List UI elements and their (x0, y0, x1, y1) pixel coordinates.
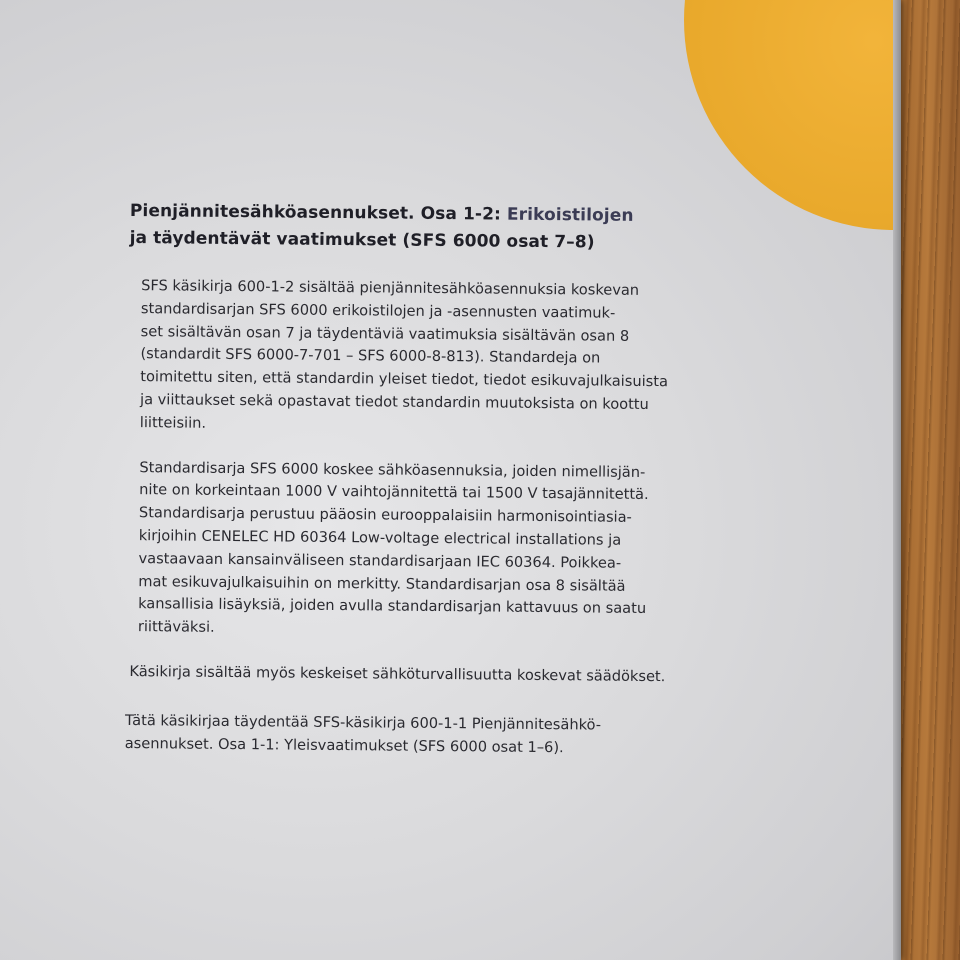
page-edge (893, 0, 901, 960)
text-line: liitteisiin. (139, 413, 207, 432)
text-line: vastaavaan kansainväliseen standardisarjaan IEC 60364. Poikkea- (138, 549, 622, 572)
description-paragraph-2 (138, 457, 708, 645)
text-line: Käsikirja sisältää myös keskeiset sähköturvallisuutta koskevat säädökset. (129, 662, 666, 686)
cover-text-block (124, 198, 710, 783)
text-line: mat esikuvajulkaisuihin on merkitty. Standardisarjan osa 8 sisältää (138, 572, 626, 595)
text-line: kirjoihin CENELEC HD 60364 Low-voltage electrical installations ja (138, 527, 622, 549)
text-line: ja viittaukset sekä opastavat tiedot standardin muutoksista on koottu (139, 391, 649, 413)
orange-circle-graphic (684, 0, 900, 230)
title-part-1: Pienjännitesähköasennukset. Osa 1-2: (129, 200, 508, 225)
text-line: (standardit SFS 6000-7-701 – SFS 6000-8-813). Standardeja on (140, 345, 601, 367)
text-line: riittäväksi. (137, 618, 215, 636)
description-paragraph-3 (129, 661, 705, 689)
description-paragraph-4 (125, 710, 705, 761)
text-line: nite on korkeintaan 1000 V vaihtojännitettä tai 1500 V tasajännitettä. (139, 481, 649, 504)
text-line: SFS käsikirja 600-1-2 sisältää pienjännitesähköasennuksia koskevan (141, 277, 640, 299)
book-title (129, 198, 709, 258)
text-line: Standardisarja SFS 6000 koskee sähköasennuksia, joiden nimellisjän- (139, 458, 646, 481)
description-paragraph-1 (140, 275, 710, 440)
text-line: asennukset. Osa 1-1: Yleisvaatimukset (SFS 6000 osat 1–6). (124, 734, 564, 756)
text-line: Tätä käsikirjaa täydentää SFS-käsikirja 600-1-1 Pienjännitesähkö- (124, 711, 602, 734)
title-line-2: ja täydentävät vaatimukset (SFS 6000 osat 7–8) (129, 227, 595, 253)
text-line: standardisarjan SFS 6000 erikoistilojen ja -asennusten vaatimuk- (140, 299, 616, 322)
text-line: toimitettu siten, että standardin yleiset tiedot, tiedot esikuvajulkaisuista (140, 368, 669, 391)
text-line: Standardisarja perustuu pääosin eurooppalaisiin harmonisointiasia- (138, 504, 632, 527)
text-line: kansallisia lisäyksiä, joiden avulla standardisarjan kattavuus on saatu (138, 595, 647, 618)
text-line: set sisältävän osan 7 ja täydentäviä vaatimuksia sisältävän osan 8 (140, 322, 630, 345)
title-part-2: Erikoistilojen (506, 204, 634, 226)
